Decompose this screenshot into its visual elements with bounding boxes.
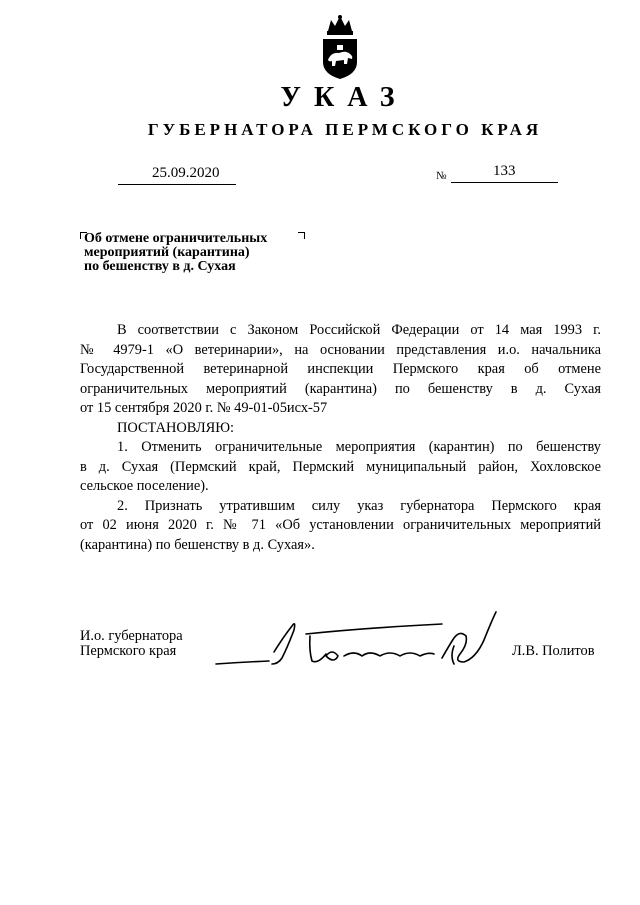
number-label: №: [436, 170, 447, 182]
item1-line: в д. Сухая (Пермский край, Пермский муниципальный район, Хохловское: [80, 458, 601, 475]
body-line: Государственной ветеринарной инспекции Пермского края об отмене: [80, 361, 601, 377]
item2-line: (карантина) по бешенству в д. Сухая».: [80, 536, 315, 553]
handwritten-signature: [214, 606, 504, 676]
body-line: № 4979-1 «О ветеринарии», на основании представления и.о. начальника: [80, 341, 601, 358]
item1-line: 1. Отменить ограничительные мероприятия (карантин) по бешенству: [117, 439, 601, 455]
document-body: [80, 321, 601, 555]
document-subtitle: ГУБЕРНАТОРА ПЕРМСКОГО КРАЯ: [147, 120, 543, 139]
subject-line: Об отмене ограничительных: [84, 231, 268, 246]
item1-line: сельское поселение).: [80, 478, 209, 494]
body-line: ограничительных мероприятий (карантина) по бешенству в д. Сухая: [80, 380, 601, 397]
signer-name: Л.В. Политов: [512, 643, 595, 659]
perm-krai-emblem-icon: [319, 14, 361, 80]
item2-line: 2. Признать утратившим силу указ губернатора Пермского края: [117, 497, 601, 514]
body-line: от 15 сентября 2020 г. № 49-01-05исх-57: [80, 400, 328, 416]
subject-line: мероприятий (карантина): [84, 245, 250, 260]
signer-position-line: Пермского края: [80, 643, 177, 659]
date-underline: [118, 184, 236, 185]
signer-position-line: И.о. губернатора: [80, 628, 183, 644]
date-value: 25.09.2020: [152, 165, 220, 181]
decree-word: ПОСТАНОВЛЯЮ:: [117, 419, 235, 436]
document-title: УКАЗ: [280, 82, 408, 113]
body-line: В соответствии с Законом Российской Федерации от 14 мая 1993 г.: [117, 322, 601, 338]
date-field: [118, 163, 236, 185]
signer-position: [80, 629, 183, 659]
item2-line: от 02 июня 2020 г. № 71 «Об установлении ограничительных мероприятий: [80, 517, 601, 533]
document-subject: [84, 232, 267, 274]
subject-line: по бешенству в д. Сухая: [84, 259, 236, 274]
subject-bracket-right: [298, 232, 305, 239]
number-underline: [451, 182, 558, 183]
number-field: [451, 163, 558, 183]
number-value: 133: [493, 163, 516, 179]
